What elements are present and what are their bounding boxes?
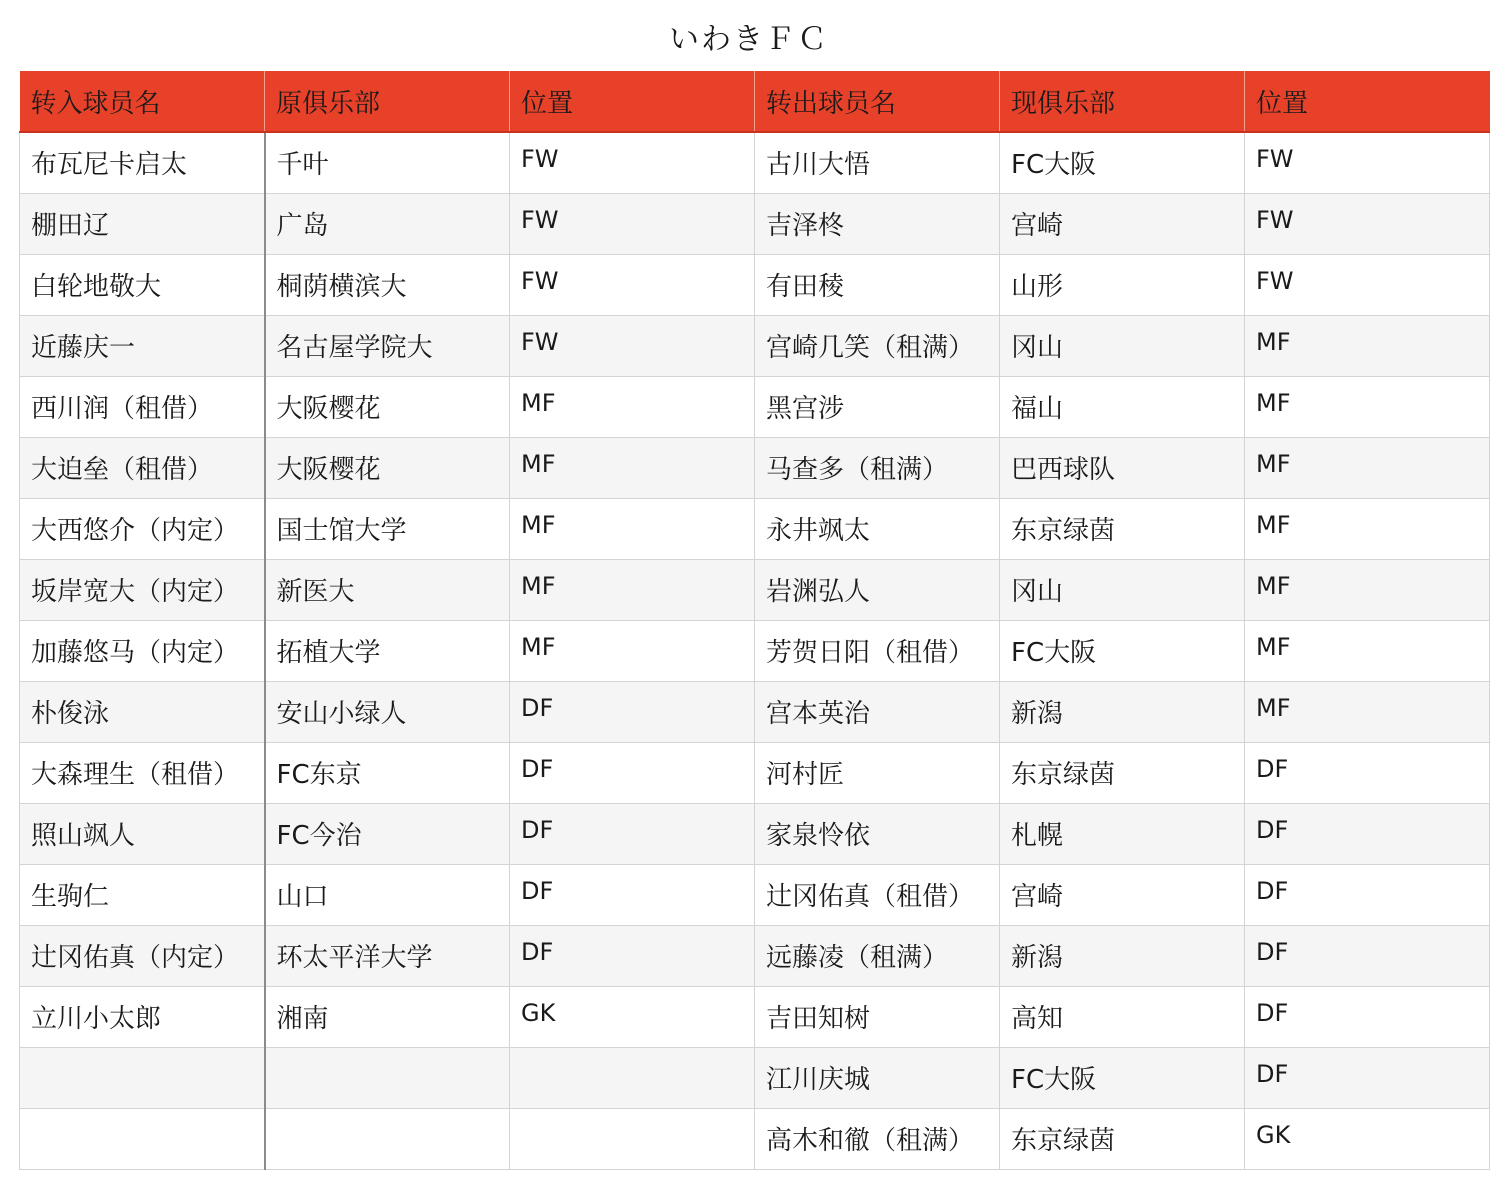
cell-out-club: 新潟 — [1000, 925, 1245, 986]
cell-out-position: FW — [1245, 132, 1490, 193]
cell-in-name: 西川润（租借） — [20, 376, 265, 437]
cell-out-club: 山形 — [1000, 254, 1245, 315]
transfer-table — [19, 71, 1490, 1170]
cell-in-position: FW — [510, 193, 755, 254]
cell-out-club: 宫崎 — [1000, 864, 1245, 925]
table-row — [20, 376, 1490, 437]
cell-in-name: 大森理生（租借） — [20, 742, 265, 803]
cell-in-position — [510, 1108, 755, 1169]
cell-in-position: FW — [510, 254, 755, 315]
cell-out-club: FC大阪 — [1000, 1047, 1245, 1108]
header-out-name: 转出球员名 — [755, 71, 1000, 132]
cell-in-club: 大阪樱花 — [265, 437, 510, 498]
cell-out-club: 高知 — [1000, 986, 1245, 1047]
table-row — [20, 803, 1490, 864]
cell-in-club — [265, 1047, 510, 1108]
cell-out-club: 东京绿茵 — [1000, 1108, 1245, 1169]
cell-out-club: 巴西球队 — [1000, 437, 1245, 498]
header-in-position: 位置 — [510, 71, 755, 132]
cell-out-name: 高木和徹（租满） — [755, 1108, 1000, 1169]
cell-in-club — [265, 1108, 510, 1169]
cell-in-name: 坂岸宽大（内定） — [20, 559, 265, 620]
cell-out-name: 芳贺日阳（租借） — [755, 620, 1000, 681]
cell-out-position: DF — [1245, 986, 1490, 1047]
header-in-club: 原俱乐部 — [265, 71, 510, 132]
cell-out-club: 东京绿茵 — [1000, 498, 1245, 559]
cell-out-position: DF — [1245, 742, 1490, 803]
cell-out-position: MF — [1245, 376, 1490, 437]
cell-out-position: MF — [1245, 681, 1490, 742]
cell-in-position: FW — [510, 132, 755, 193]
cell-out-name: 远藤凌（租满） — [755, 925, 1000, 986]
cell-in-position: MF — [510, 620, 755, 681]
cell-in-club: 湘南 — [265, 986, 510, 1047]
table-row — [20, 132, 1490, 193]
table-row — [20, 986, 1490, 1047]
cell-in-position: FW — [510, 315, 755, 376]
cell-out-club: 福山 — [1000, 376, 1245, 437]
cell-out-position: DF — [1245, 1047, 1490, 1108]
cell-out-position: MF — [1245, 315, 1490, 376]
cell-in-name: 生驹仁 — [20, 864, 265, 925]
cell-in-name: 朴俊泳 — [20, 681, 265, 742]
cell-out-club: 冈山 — [1000, 559, 1245, 620]
cell-out-name: 宫本英治 — [755, 681, 1000, 742]
cell-out-position: MF — [1245, 620, 1490, 681]
cell-in-name — [20, 1108, 265, 1169]
cell-out-name: 河村匠 — [755, 742, 1000, 803]
table-row — [20, 681, 1490, 742]
cell-in-name: 加藤悠马（内定） — [20, 620, 265, 681]
cell-out-name: 马查多（租满） — [755, 437, 1000, 498]
cell-in-position: MF — [510, 437, 755, 498]
cell-in-position: DF — [510, 803, 755, 864]
cell-out-position: FW — [1245, 193, 1490, 254]
cell-out-name: 岩渊弘人 — [755, 559, 1000, 620]
table-row — [20, 254, 1490, 315]
cell-out-name: 江川庆城 — [755, 1047, 1000, 1108]
table-row — [20, 864, 1490, 925]
cell-in-club: 拓植大学 — [265, 620, 510, 681]
cell-out-name: 家泉怜依 — [755, 803, 1000, 864]
cell-in-position: MF — [510, 559, 755, 620]
cell-out-name: 辻冈佑真（租借） — [755, 864, 1000, 925]
cell-in-position: DF — [510, 681, 755, 742]
cell-out-name: 黑宫涉 — [755, 376, 1000, 437]
cell-in-club: 环太平洋大学 — [265, 925, 510, 986]
table-row — [20, 1108, 1490, 1169]
table-row — [20, 437, 1490, 498]
cell-out-position: MF — [1245, 498, 1490, 559]
cell-out-position: GK — [1245, 1108, 1490, 1169]
cell-in-club: FC东京 — [265, 742, 510, 803]
cell-in-name: 棚田辽 — [20, 193, 265, 254]
cell-in-club: 安山小绿人 — [265, 681, 510, 742]
cell-out-club: 宫崎 — [1000, 193, 1245, 254]
cell-out-position: DF — [1245, 803, 1490, 864]
cell-in-position: DF — [510, 742, 755, 803]
table-row — [20, 193, 1490, 254]
cell-in-position — [510, 1047, 755, 1108]
cell-in-club: FC今治 — [265, 803, 510, 864]
cell-in-name: 大西悠介（内定） — [20, 498, 265, 559]
cell-in-name: 立川小太郎 — [20, 986, 265, 1047]
cell-out-position: DF — [1245, 925, 1490, 986]
cell-out-position: MF — [1245, 559, 1490, 620]
cell-in-position: DF — [510, 864, 755, 925]
cell-out-name: 永井飒太 — [755, 498, 1000, 559]
cell-in-club: 广岛 — [265, 193, 510, 254]
header-row — [20, 71, 1490, 132]
cell-in-name: 近藤庆一 — [20, 315, 265, 376]
table-row — [20, 315, 1490, 376]
cell-in-name: 布瓦尼卡启太 — [20, 132, 265, 193]
cell-in-position: MF — [510, 376, 755, 437]
cell-out-club: 新潟 — [1000, 681, 1245, 742]
cell-in-position: DF — [510, 925, 755, 986]
cell-in-club: 国士馆大学 — [265, 498, 510, 559]
table-body — [20, 132, 1490, 1169]
cell-out-position: DF — [1245, 864, 1490, 925]
cell-out-club: 东京绿茵 — [1000, 742, 1245, 803]
cell-in-position: MF — [510, 498, 755, 559]
cell-in-club: 大阪樱花 — [265, 376, 510, 437]
cell-out-name: 古川大悟 — [755, 132, 1000, 193]
cell-out-position: MF — [1245, 437, 1490, 498]
cell-in-name: 照山飒人 — [20, 803, 265, 864]
cell-out-name: 吉田知树 — [755, 986, 1000, 1047]
cell-in-club: 名古屋学院大 — [265, 315, 510, 376]
cell-in-position: GK — [510, 986, 755, 1047]
cell-out-club: FC大阪 — [1000, 132, 1245, 193]
table-row — [20, 925, 1490, 986]
table-row — [20, 742, 1490, 803]
cell-out-club: 札幌 — [1000, 803, 1245, 864]
cell-in-club: 桐荫横滨大 — [265, 254, 510, 315]
cell-in-name — [20, 1047, 265, 1108]
cell-out-name: 宫崎几笑（租满） — [755, 315, 1000, 376]
cell-in-name: 大迫垒（租借） — [20, 437, 265, 498]
table-row — [20, 1047, 1490, 1108]
header-out-club: 现俱乐部 — [1000, 71, 1245, 132]
cell-out-name: 有田稜 — [755, 254, 1000, 315]
cell-in-name: 辻冈佑真（内定） — [20, 925, 265, 986]
cell-in-club: 山口 — [265, 864, 510, 925]
header-in-name: 转入球员名 — [20, 71, 265, 132]
cell-in-club: 新医大 — [265, 559, 510, 620]
header-out-position: 位置 — [1245, 71, 1490, 132]
cell-in-club: 千叶 — [265, 132, 510, 193]
cell-in-name: 白轮地敬大 — [20, 254, 265, 315]
cell-out-club: FC大阪 — [1000, 620, 1245, 681]
cell-out-position: FW — [1245, 254, 1490, 315]
cell-out-name: 吉泽柊 — [755, 193, 1000, 254]
cell-out-club: 冈山 — [1000, 315, 1245, 376]
table-row — [20, 498, 1490, 559]
page-title: いわきＦＣ — [669, 22, 829, 57]
table-row — [20, 620, 1490, 681]
table-row — [20, 559, 1490, 620]
